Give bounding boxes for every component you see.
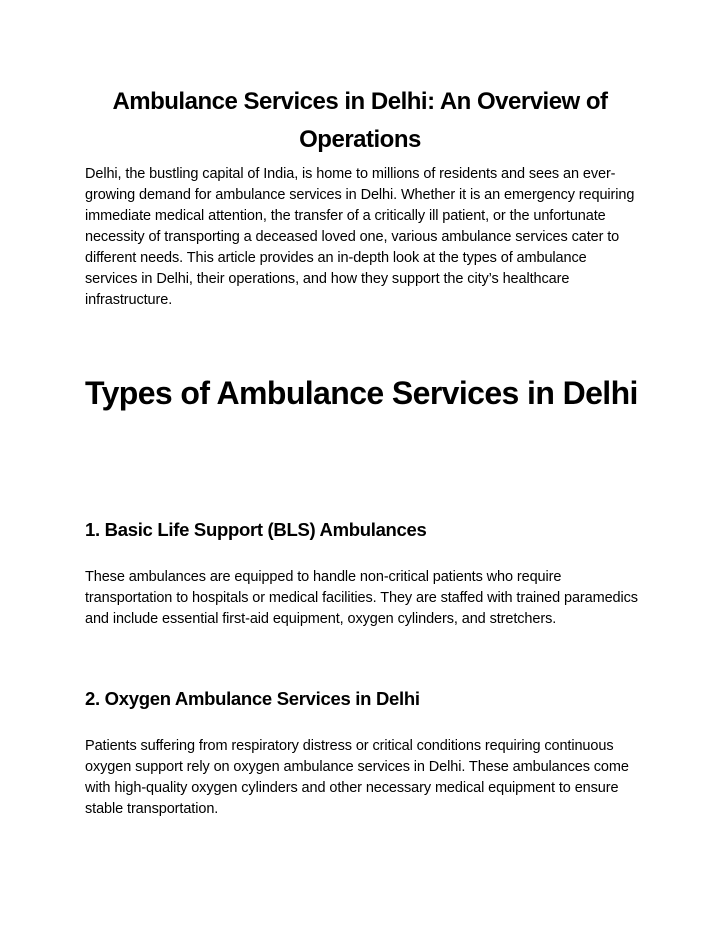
subsection-body-bls: These ambulances are equipped to handle non-critical patients who require transportation to hospitals or medical facilities. They are staffed with trained paramedics and include essential first-aid equipment, oxygen cylinders, and stretchers. xyxy=(85,569,638,627)
subsection-heading-oxygen: 2. Oxygen Ambulance Services in Delhi xyxy=(85,688,420,709)
subsection-heading-bls: 1. Basic Life Support (BLS) Ambulances xyxy=(85,519,427,540)
document-title: Ambulance Services in Delhi: An Overview of Operations xyxy=(112,88,608,153)
subsection-body-oxygen: Patients suffering from respiratory distress or critical conditions requiring continuous oxygen support rely on oxygen ambulance services in Delhi. These ambulances come with high-quality oxygen cylinders and other necessary medical equipment to ensure stable transportation. xyxy=(85,738,629,817)
section-heading: Types of Ambulance Services in Delhi xyxy=(85,375,638,411)
intro-paragraph: Delhi, the bustling capital of India, is home to millions of residents and sees an ever-growing demand for ambulance services in Delhi. Whether it is an emergency requiring immediate medical attention, the transfer of a critically ill patient, or the unfortunate necessity of transporting a deceased loved one, various ambulance services cater to different needs. This article provides an in-depth look at the types of ambulance services in Delhi, their operations, and how they support the city’s healthcare infrastructure. xyxy=(85,166,635,308)
